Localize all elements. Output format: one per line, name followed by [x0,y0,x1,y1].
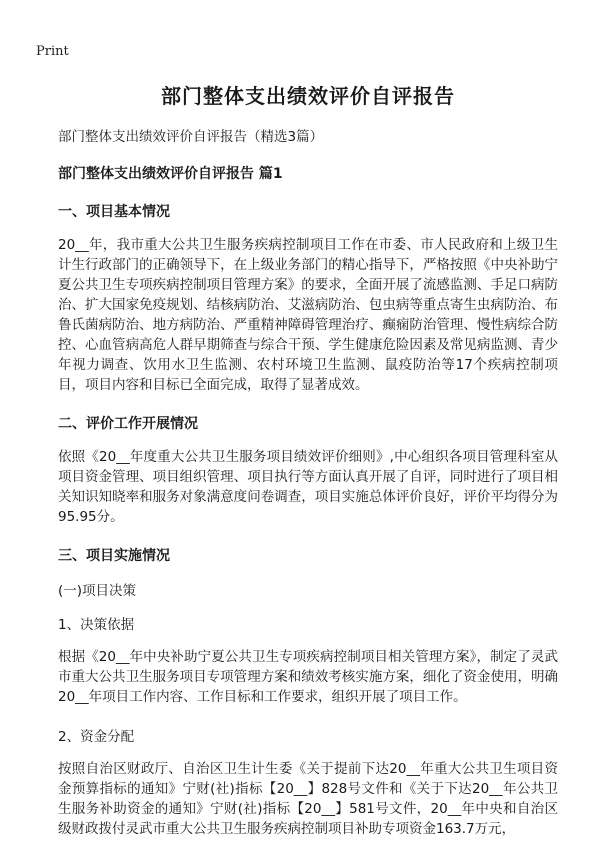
section-heading-basic-info: 一、项目基本情况 [58,204,170,220]
document-body [58,80,558,857]
section-paragraph-basic-info: 20__年，我市重大公共卫生服务疾病控制项目工作在市委、市人民政府和上级卫生计生行政部门的正确领导下，在上级业务部门的精心指导下，严格按照《中央补助宁夏公共卫生专项疾病控制项目管理方案》的要求，全面开展了流感监测、手足口病防治、扩大国家免疫规划、结核病防治、艾滋病防治、包虫病等重点寄生虫病防治、布鲁氏菌病防治、地方病防治、严重精神障碍管理治疗、癫痫防治管理、慢性病综合防控、心血管病高危人群早期筛查与综合干预、学生健康危险因素及常见病监测、青少年视力调查、饮用水卫生监测、农村环境卫生监测、鼠疫防治等17个疾病控制项目，项目内容和目标已全面完成，取得了显著成效。 [58,237,558,393]
item-heading-decision-basis: 1、决策依据 [58,617,135,633]
paragraph-decision-basis: 根据《20__年中央补助宁夏公共卫生专项疾病控制项目相关管理方案》，制定了灵武市重大公共卫生服务项目专项管理方案和绩效考核实施方案，细化了资金使用，明确20__年项目工作内容、工作目标和工作要求，组织开展了项目工作。 [58,649,558,705]
subsection-heading-decision: (一)项目决策 [58,583,137,599]
section-heading-implementation: 三、项目实施情况 [58,548,170,564]
paragraph-fund-allocation: 按照自治区财政厅、自治区卫生计生委《关于提前下达20__年重大公共卫生项目资金预算指标的通知》宁财(社)指标【20__】828号文件和《关于下达20__年公共卫生服务补助资金的通知》宁财(社)指标【20__】581号文件，20__年中央和自治区级财政拨付灵武市重大公共卫生服务疾病控制项目补助专项资金163.7万元， [58,761,558,837]
section-paragraph-evaluation: 依照《20__年度重大公共卫生服务项目绩效评价细则》,中心组织各项目管理科室从项目资金管理、项目组织管理、项目执行等方面认真开展了自评，同时进行了项目相关知识知晓率和服务对象满意度问卷调查，项目实施总体评价良好，评价平均得分为95.95分。 [58,449,558,525]
part-heading: 部门整体支出绩效评价自评报告 篇1 [58,166,283,182]
section-heading-evaluation: 二、评价工作开展情况 [58,416,198,432]
document-subtitle: 部门整体支出绩效评价自评报告（精选3篇） [58,129,324,145]
print-link[interactable]: Print [36,44,69,59]
page-title: 部门整体支出绩效评价自评报告 [161,84,455,108]
item-heading-fund-allocation: 2、资金分配 [58,729,135,745]
